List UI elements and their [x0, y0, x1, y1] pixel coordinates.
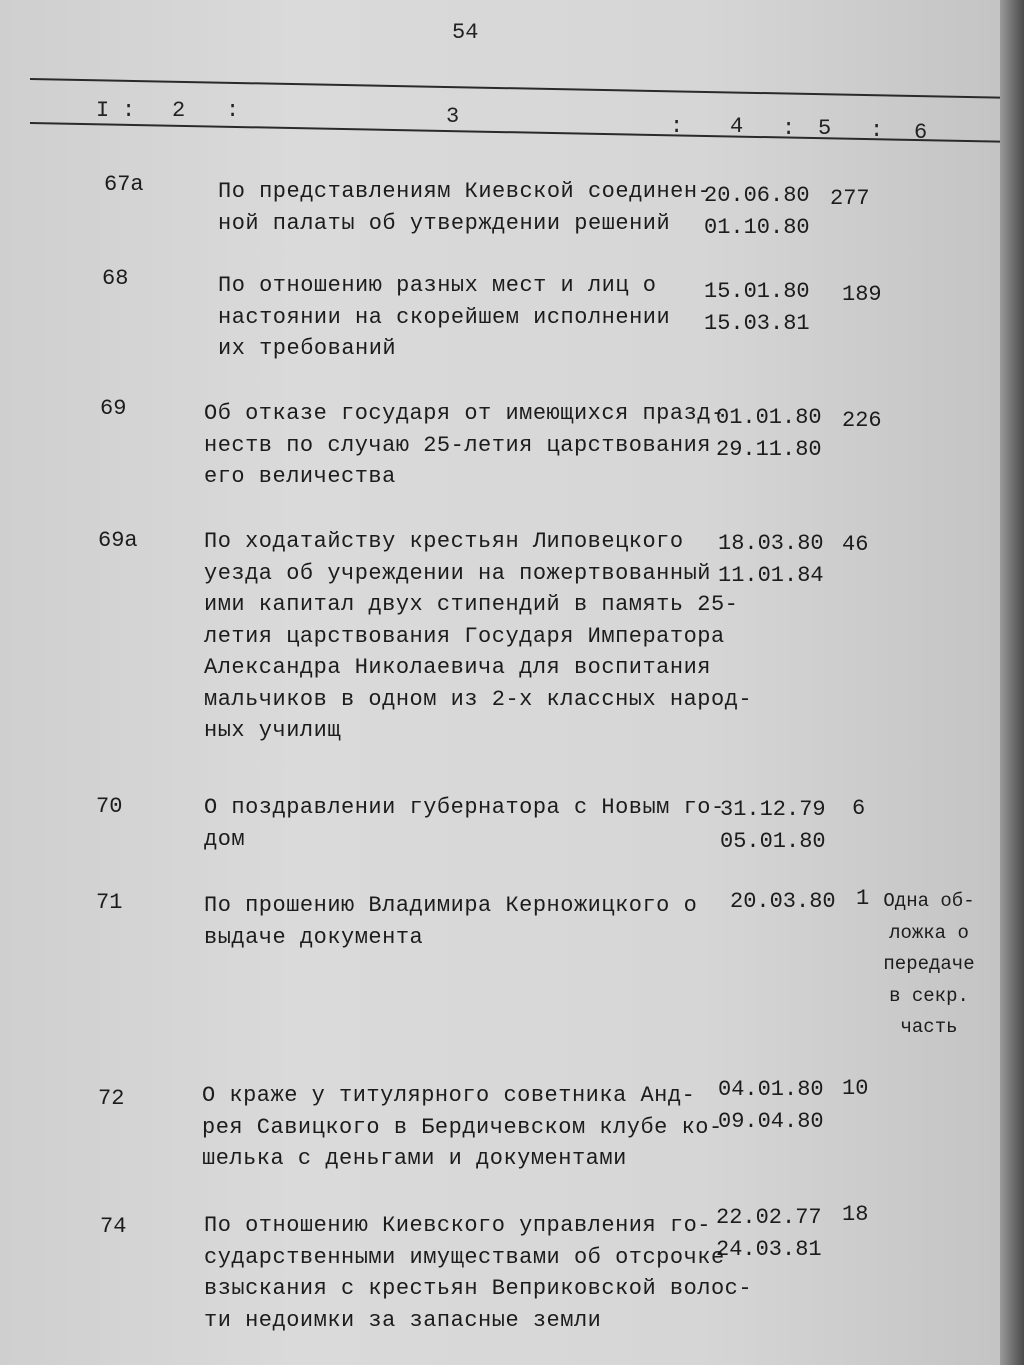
note-line: ложка о: [889, 921, 969, 944]
date-start: 18.03.80: [718, 531, 824, 556]
date-end: 05.01.80: [720, 828, 826, 854]
entry-title: [204, 398, 725, 493]
column-header: 4: [730, 114, 744, 139]
entry-number: 69: [100, 396, 127, 421]
entry-number: 74: [100, 1214, 127, 1239]
title-line: По ходатайству крестьян Липовецкого: [204, 529, 684, 554]
entry-dates: [716, 1202, 822, 1265]
column-header: 3: [446, 104, 460, 129]
title-line: О поздравлении губернатора с Новым го-: [204, 795, 725, 820]
date-end: 01.10.80: [704, 214, 810, 240]
entry-dates: [718, 528, 824, 591]
note-line: часть: [900, 1016, 958, 1038]
title-line: ной палаты об утверждении решений: [218, 210, 671, 236]
sheet-count: 18: [842, 1202, 869, 1227]
column-header: 5: [818, 116, 832, 141]
column-separator: :: [122, 98, 136, 123]
entry-title: [204, 792, 725, 855]
title-line: их требований: [218, 336, 397, 361]
title-line: шелька с деньгами и документами: [202, 1146, 627, 1171]
column-separator: :: [226, 98, 240, 123]
column-header: 2: [172, 98, 186, 123]
entry-dates: [718, 1074, 824, 1137]
title-line: По отношению разных мест и лиц о: [218, 273, 657, 298]
entry-number: 71: [96, 890, 123, 915]
entry-title: [204, 890, 697, 953]
remark-note: [864, 886, 994, 1044]
title-line: настоянии на скорейшем исполнении: [218, 304, 671, 330]
column-header: I: [96, 98, 110, 123]
title-line: ими капитал двух стипендий в память 25-: [204, 592, 739, 617]
entry-dates: [720, 794, 826, 857]
column-separator: :: [670, 114, 684, 139]
title-line: рея Савицкого в Бердичевском клубе ко-: [202, 1114, 723, 1140]
entry-title: [204, 526, 752, 747]
date-end: 15.03.81: [704, 310, 810, 336]
header-top-rule: [30, 78, 1000, 99]
title-line: ти недоимки за запасные земли: [204, 1307, 602, 1333]
entry-title: [218, 176, 711, 239]
date-start: 01.01.80: [716, 405, 822, 430]
entry-dates: [704, 276, 810, 339]
entry-dates: [730, 886, 836, 918]
sheet-count: 189: [842, 282, 882, 307]
title-line: уезда об учреждении на пожертвованный: [204, 560, 711, 586]
title-line: О краже у титулярного советника Анд-: [202, 1083, 696, 1108]
date-start: 20.03.80: [730, 889, 836, 914]
entry-number: 68: [102, 266, 129, 291]
title-line: По представлениям Киевской соединен-: [218, 179, 712, 204]
title-line: выдаче документа: [204, 924, 424, 950]
sheet-count: 226: [842, 408, 882, 433]
sheet-count: 46: [842, 532, 869, 557]
column-header: 6: [914, 120, 928, 145]
title-line: неств по случаю 25-летия царствования: [204, 432, 711, 458]
entry-dates: [716, 402, 822, 465]
entry-number: 72: [98, 1086, 125, 1111]
title-line: его величества: [204, 464, 396, 489]
page-edge-shadow: [1000, 0, 1024, 1365]
title-line: Об отказе государя от имеющихся празд-: [204, 401, 725, 426]
entry-title: [218, 270, 670, 365]
sheet-count: 277: [830, 186, 870, 211]
entry-number: 69а: [98, 528, 138, 553]
column-separator: :: [782, 116, 796, 141]
title-line: сударственными имуществами об отсрочке: [204, 1244, 725, 1270]
entry-title: [202, 1080, 723, 1175]
sheet-count: 1: [856, 886, 870, 911]
note-line: передаче: [883, 953, 975, 975]
entry-dates: [704, 180, 810, 243]
sheet-count: 10: [842, 1076, 869, 1101]
title-line: взыскания с крестьян Веприковской волос-: [204, 1276, 753, 1301]
title-line: По прошению Владимира Керножицкого о: [204, 893, 698, 918]
sheet-count: 6: [852, 796, 866, 821]
date-start: 04.01.80: [718, 1077, 824, 1102]
date-start: 20.06.80: [704, 183, 810, 208]
title-line: Александра Николаевича для воспитания: [204, 655, 711, 680]
title-line: По отношению Киевского управления го-: [204, 1213, 711, 1238]
entry-title: [204, 1210, 752, 1336]
title-line: дом: [204, 826, 246, 852]
column-separator: :: [870, 118, 884, 143]
note-line: в секр.: [889, 984, 969, 1007]
page-number: 54: [452, 20, 479, 45]
date-end: 29.11.80: [716, 436, 822, 462]
date-start: 22.02.77: [716, 1205, 822, 1230]
date-end: 11.01.84: [718, 562, 824, 588]
header-bottom-rule: [30, 122, 1000, 143]
entry-number: 67а: [104, 172, 144, 197]
date-end: 09.04.80: [718, 1108, 824, 1134]
entry-number: 70: [96, 794, 123, 819]
note-line: Одна об-: [883, 890, 975, 912]
title-line: мальчиков в одном из 2-х классных народ-: [204, 686, 753, 712]
title-line: летия царствования Государя Императора: [204, 623, 725, 649]
date-start: 31.12.79: [720, 797, 826, 822]
date-start: 15.01.80: [704, 279, 810, 304]
title-line: ных училищ: [204, 718, 342, 743]
date-end: 24.03.81: [716, 1236, 822, 1262]
